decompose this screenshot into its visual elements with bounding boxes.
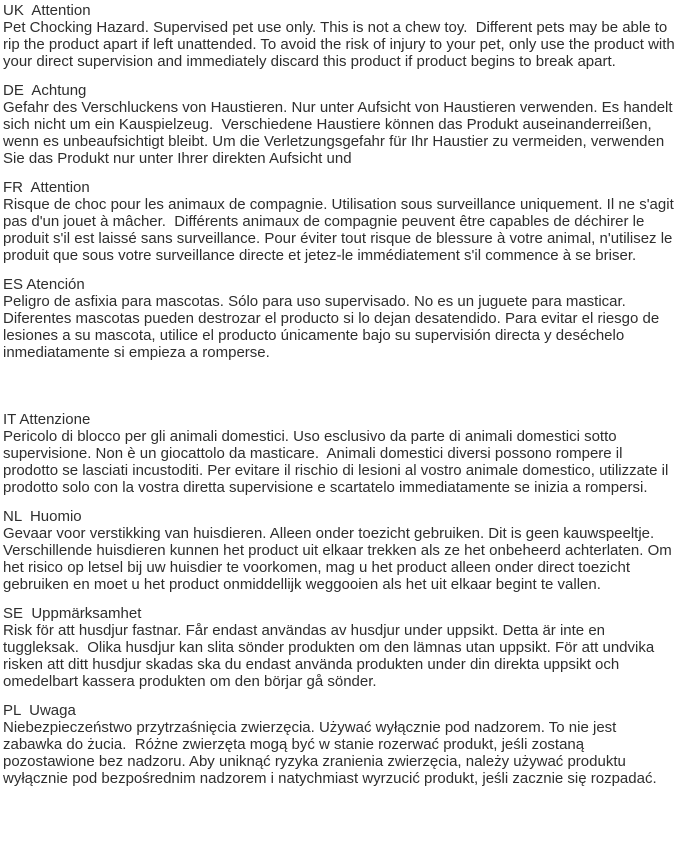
section-heading: FR Attention <box>3 179 90 196</box>
warning-section-pl <box>3 702 677 787</box>
section-body: Pericolo di blocco per gli animali domestici. Uso esclusivo da parte di animali domestici sotto supervisione. Non è un giocattolo da masticare. Animali domestici diversi possono rompere il prodotto se lasciati incustoditi. Per evitare il rischio di lesioni al vostro animale domestico, utilizzate il prodotto solo con la vostra diretta supervisione e scartatelo immediatamente se inizia a rompersi. <box>3 428 673 496</box>
warning-section-it <box>3 411 677 496</box>
warning-section-es <box>3 276 677 361</box>
section-body: Pet Chocking Hazard. Supervised pet use only. This is not a chew toy. Different pets may be able to rip the product apart if left unattended. To avoid the risk of injury to your pet, only use the product with your direct supervision and immediately discard this product if product begins to break apart. <box>3 19 679 70</box>
warning-section-se <box>3 605 677 690</box>
section-body: Peligro de asfixia para mascotas. Sólo para uso supervisado. No es un juguete para masticar. Diferentes mascotas pueden destrozar el producto si lo dejan desatendido. Para evitar el riesgo de lesiones a su mascota, utilice el producto únicamente bajo su supervisión directa y deséchelo inmediatamente si empieza a romperse. <box>3 293 664 361</box>
section-body: Niebezpieczeństwo przytrzaśnięcia zwierzęcia. Używać wyłącznie pod nadzorem. To nie jest zabawka do żucia. Różne zwierzęta mogą być w stanie rozerwać produkt, jeśli zostaną pozostawione bez nadzoru. Aby uniknąć ryzyka zranienia zwierzęcia, należy używać produktu wyłącznie pod bezpośrednim nadzorem i natychmiast wyrzucić produkt, jeśli zacznie się rozpadać. <box>3 719 657 787</box>
warning-section-uk <box>3 2 677 70</box>
section-heading: SE Uppmärksamhet <box>3 605 142 622</box>
warning-section-fr <box>3 179 677 264</box>
warning-section-nl <box>3 508 677 593</box>
section-body: Gefahr des Verschluckens von Haustieren. Nur unter Aufsicht von Haustieren verwenden. Es handelt sich nicht um ein Kauspielzeug. Verschiedene Haustiere können das Produkt auseinanderreißen, wenn es unbeaufsichtigt bleibt. Um die Verletzungsgefahr für Ihr Haustier zu vermeiden, verwenden Sie das Produkt nur unter Ihrer direkten Aufsicht und <box>3 99 677 167</box>
section-heading: UK Attention <box>3 2 91 19</box>
warning-section-de <box>3 82 677 167</box>
section-body: Gevaar voor verstikking van huisdieren. Alleen onder toezicht gebruiken. Dit is geen kauwspeeltje. Verschillende huisdieren kunnen het product uit elkaar trekken als ze het onbeheerd achterlaten. Om het risico op letsel bij uw huisdier te voorkomen, mag u het product alleen onder direct toezicht gebruiken en moet u het product onmiddellijk weggooien als het uit elkaar begint te vallen. <box>3 525 676 593</box>
section-heading: IT Attenzione <box>3 411 91 428</box>
section-body: Risque de choc pour les animaux de compagnie. Utilisation sous surveillance uniquement. Il ne s'agit pas d'un jouet à mâcher. Différents animaux de compagnie peuvent être capables de déchirer le produit s'il est laissé sans surveillance. Pour éviter tout risque de blessure à votre animal, n'utilisez le produit que sous votre surveillance directe et jetez-le immédiatement s'il commence à se briser. <box>3 196 678 264</box>
section-body: Risk för att husdjur fastnar. Får endast användas av husdjur under uppsikt. Detta är inte en tuggleksak. Olika husdjur kan slita sönder produkten om den lämnas utan uppsikt. För att undvika risken att ditt husdjur skadas ska du endast använda produkten under din direkta uppsikt och omedelbart kassera produkten om den börjar gå sönder. <box>3 622 659 690</box>
section-heading: NL Huomio <box>3 508 82 525</box>
section-heading: DE Achtung <box>3 82 87 99</box>
section-heading: PL Uwaga <box>3 702 76 719</box>
section-heading: ES Atención <box>3 276 85 293</box>
